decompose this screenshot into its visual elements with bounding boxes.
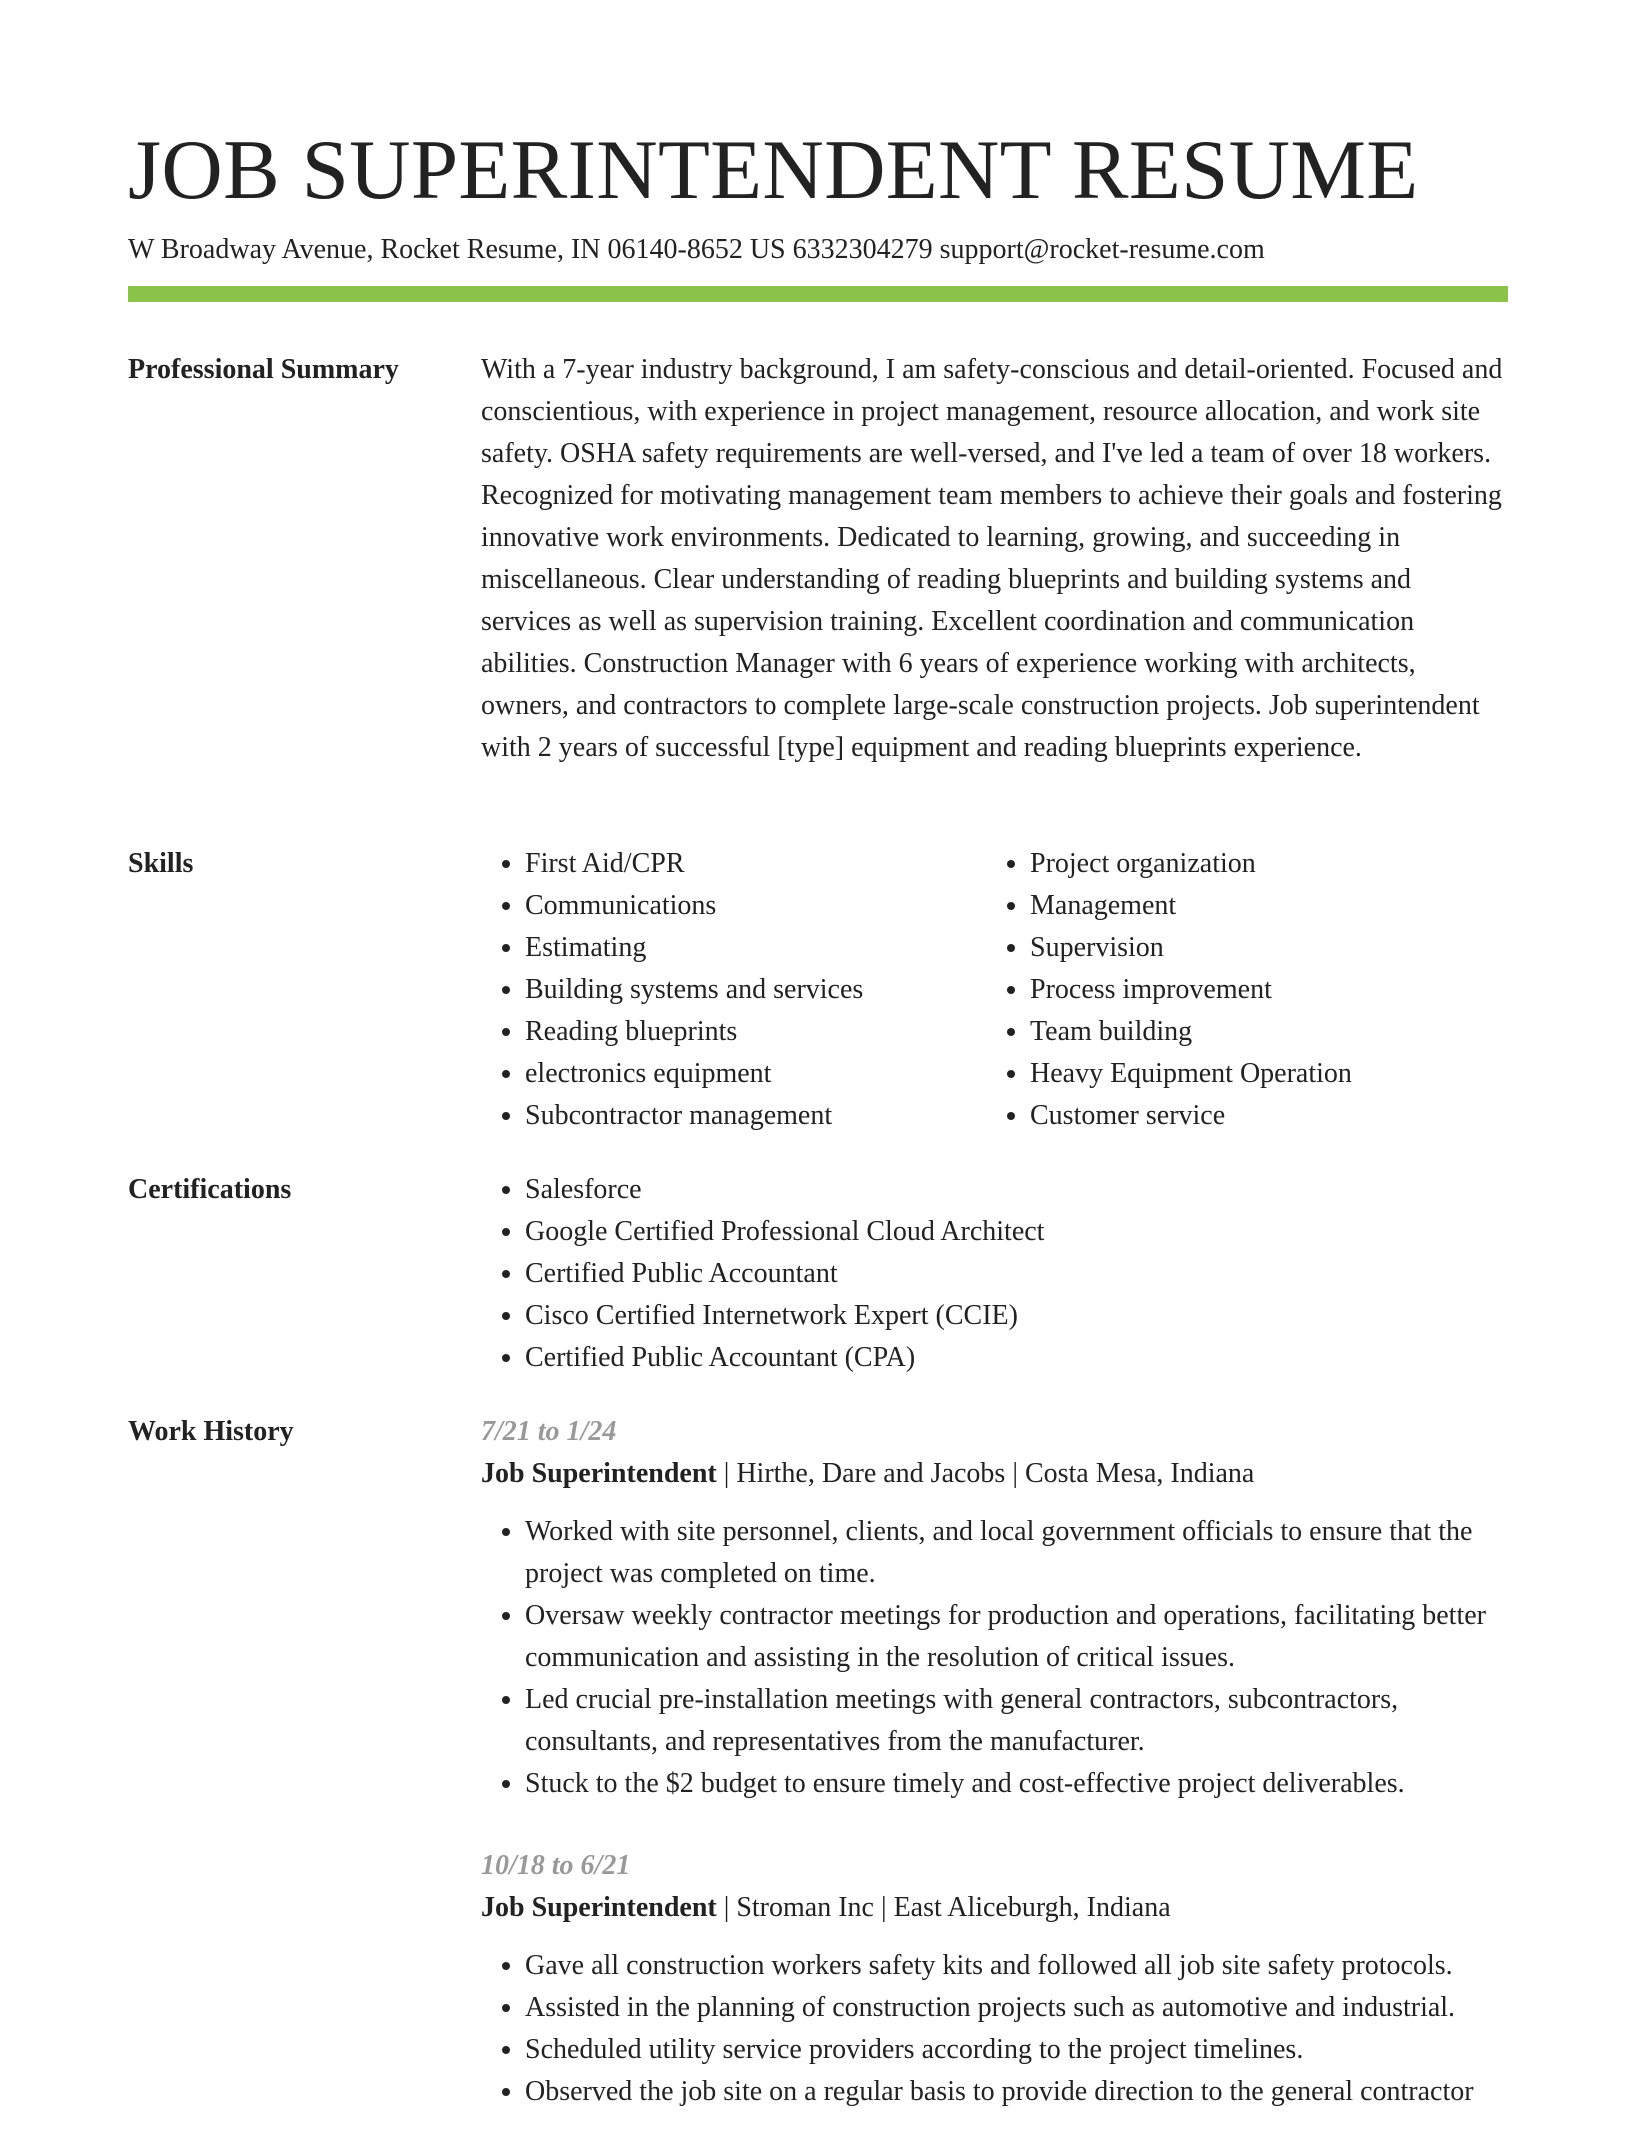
job-bullet: • Led crucial pre-installation meetings with general contractors, subcontractors, consultants, and representatives from the manufacturer.: [525, 1679, 1508, 1763]
skill-item: • Communications: [525, 885, 986, 927]
skill-item: • Building systems and services: [525, 969, 986, 1011]
job-bullet: • Stuck to the $2 budget to ensure timely and cost-effective project deliverables.: [525, 1763, 1508, 1805]
job-bullet: • Observed the job site on a regular basis to provide direction to the general contractor: [525, 2071, 1508, 2113]
skill-item: • Customer service: [1030, 1095, 1491, 1137]
job-bullets: [481, 1945, 1508, 2113]
skill-item: • First Aid/CPR: [525, 843, 986, 885]
skills-list-left: [481, 843, 986, 1137]
certifications-list: [481, 1169, 1508, 1379]
job-dates: 7/21 to 1/24: [481, 1416, 617, 1447]
certification-item: • Google Certified Professional Cloud Architect: [525, 1211, 1508, 1253]
job-heading: [481, 1453, 1508, 1495]
skill-item: • Project organization: [1030, 843, 1491, 885]
certifications-heading: Certifications: [128, 1174, 292, 1205]
skill-item: • Estimating: [525, 927, 986, 969]
skill-item: • Process improvement: [1030, 969, 1491, 1011]
summary-text: With a 7-year industry background, I am safety-conscious and detail-oriented. Focused and conscientious, with experience in project management, resource allocation, and work site safety. OSHA safety requirements are well-versed, and I've led a team of over 18 workers. Recognized for motivating management team members to achieve their goals and fostering innovative work environments. Dedicated to learning, growing, and succeeding in miscellaneous. Clear understanding of reading blueprints and building systems and services as well as supervision training. Excellent coordination and communication abilities. Construction Manager with 6 years of experience working with architects, owners, and contractors to complete large-scale construction projects. Job superintendent with 2 years of successful [type] equipment and reading blueprints experience.: [481, 354, 1503, 763]
job-dates: 10/18 to 6/21: [481, 1850, 631, 1881]
accent-divider: [128, 286, 1508, 302]
job-title: Job Superintendent: [481, 1458, 717, 1489]
job-bullet: • Gave all construction workers safety kits and followed all job site safety protocols.: [525, 1945, 1508, 1987]
job-entry: [481, 1411, 1508, 1805]
jobs-list: [481, 1411, 1508, 2153]
job-bullet: • Worked with site personnel, clients, and local government officials to ensure that the project was completed on time.: [525, 1511, 1508, 1595]
skill-item: • Supervision: [1030, 927, 1491, 969]
job-bullet: • Assisted in the planning of construction projects such as automotive and industrial.: [525, 1987, 1508, 2029]
skill-item: • Subcontractor management: [525, 1095, 986, 1137]
job-bullet: • Scheduled utility service providers according to the project timelines.: [525, 2029, 1508, 2071]
skill-item: • electronics equipment: [525, 1053, 986, 1095]
job-employer-location: | Stroman Inc | East Aliceburgh, Indiana: [716, 1892, 1171, 1923]
job-bullets: [481, 1511, 1508, 1805]
certification-item: • Cisco Certified Internetwork Expert (CCIE): [525, 1295, 1508, 1337]
skill-item: • Team building: [1030, 1011, 1491, 1053]
certification-item: • Certified Public Accountant (CPA): [525, 1337, 1508, 1379]
skill-item: • Heavy Equipment Operation: [1030, 1053, 1491, 1095]
summary-heading: Professional Summary: [128, 354, 399, 385]
certification-item: • Salesforce: [525, 1169, 1508, 1211]
contact-line: W Broadway Avenue, Rocket Resume, IN 06140-8652 US 6332304279 support@rocket-resume.com: [128, 234, 1265, 265]
job-heading: [481, 1887, 1508, 1929]
job-employer-location: | Hirthe, Dare and Jacobs | Costa Mesa, Indiana: [716, 1458, 1255, 1489]
skills-list-right: [986, 843, 1491, 1137]
skills-heading: Skills: [128, 848, 194, 879]
work-history-heading: Work History: [128, 1416, 294, 1447]
skill-item: • Reading blueprints: [525, 1011, 986, 1053]
resume-title: JOB SUPERINTENDENT RESUME: [128, 123, 1419, 217]
job-entry: [481, 1845, 1508, 2113]
job-title: Job Superintendent: [481, 1892, 717, 1923]
skill-item: • Management: [1030, 885, 1491, 927]
job-bullet: • Oversaw weekly contractor meetings for production and operations, facilitating better communication and assisting in the resolution of critical issues.: [525, 1595, 1508, 1679]
certification-item: • Certified Public Accountant: [525, 1253, 1508, 1295]
